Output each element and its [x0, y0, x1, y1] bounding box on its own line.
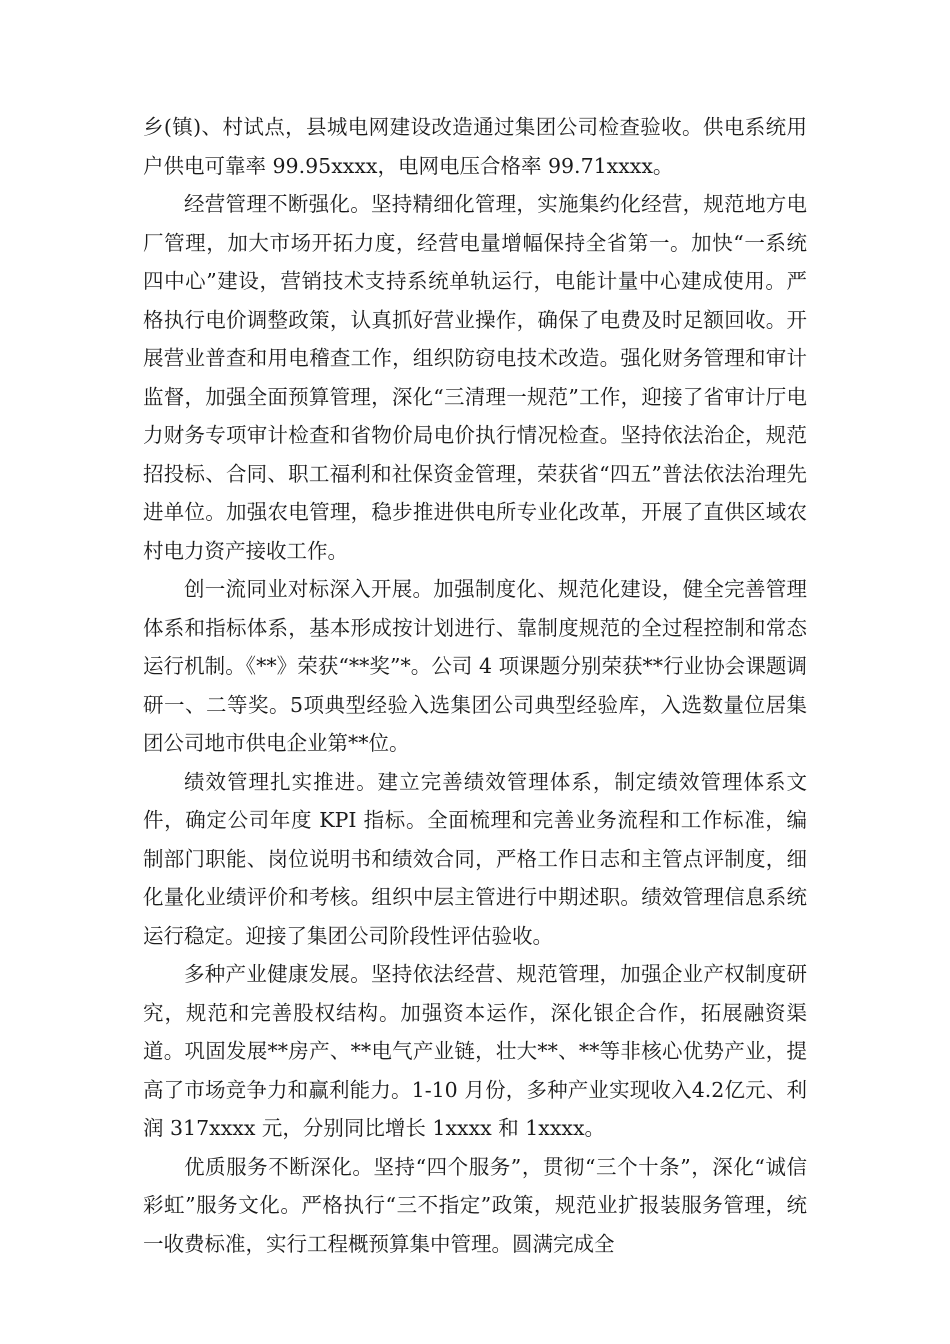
paragraph-diversified-industries: 多种产业健康发展。坚持依法经营、规范管理，加强企业产权制度研究，规范和完善股权结构。加强资本运作，深化银企合作，拓展融资渠道。巩固发展**房产、**电气产业链，壮大**、**等非核心优势产业，提高了市场竞争力和赢利能力。1-10 月份，多种产业实现收入4.2亿元、利润 317xxxx 元，分别同比增长 1xxxx 和 1xxxx。 [143, 962, 807, 1140]
paragraph-benchmarking: 创一流同业对标深入开展。加强制度化、规范化建设，健全完善管理体系和指标体系，基本形成按计划进行、靠制度规范的全过程控制和常态运行机制。《**》荣获“**奖”*。公司 4 项课题分别荣获**行业协会课题调研一、二等奖。5项典型经验入选集团公司典型经验库，入选数量位居集团公司地市供电企业第**位。 [143, 577, 807, 755]
paragraph-quality-service: 优质服务不断深化。坚持“四个服务”，贯彻“三个十条”，深化“诚信彩虹”服务文化。严格执行“三不指定”政策，规范业扩报装服务管理，统一收费标准，实行工程概预算集中管理。圆满完成全 [143, 1154, 807, 1256]
paragraph-power-supply-continuation: 乡(镇)、村试点，县城电网建设改造通过集团公司检查验收。供电系统用户供电可靠率 99.95xxxx，电网电压合格率 99.71xxxx。 [143, 115, 807, 178]
paragraph-performance-management: 绩效管理扎实推进。建立完善绩效管理体系，制定绩效管理体系文件，确定公司年度 KPI 指标。全面梳理和完善业务流程和工作标准，编制部门职能、岗位说明书和绩效合同，严格工作日志和主管点评制度，细化量化业绩评价和考核。组织中层主管进行中期述职。绩效管理信息系统运行稳定。迎接了集团公司阶段性评估验收。 [143, 769, 807, 948]
document-body [143, 108, 807, 1263]
paragraph-business-management: 经营管理不断强化。坚持精细化管理，实施集约化经营，规范地方电厂管理，加大市场开拓力度，经营电量增幅保持全省第一。加快“一系统四中心”建设，营销技术支持系统单轨运行，电能计量中心建成使用。严格执行电价调整政策，认真抓好营业操作，确保了电费及时足额回收。开展营业普查和用电稽查工作，组织防窃电技术改造。强化财务管理和审计监督，加强全面预算管理，深化“三清理一规范”工作，迎接了省审计厅电力财务专项审计检查和省物价局电价执行情况检查。坚持依法治企，规范招投标、合同、职工福利和社保资金管理，荣获省“四五”普法依法治理先进单位。加强农电管理，稳步推进供电所专业化改革，开展了直供区域农村电力资产接收工作。 [143, 192, 807, 563]
